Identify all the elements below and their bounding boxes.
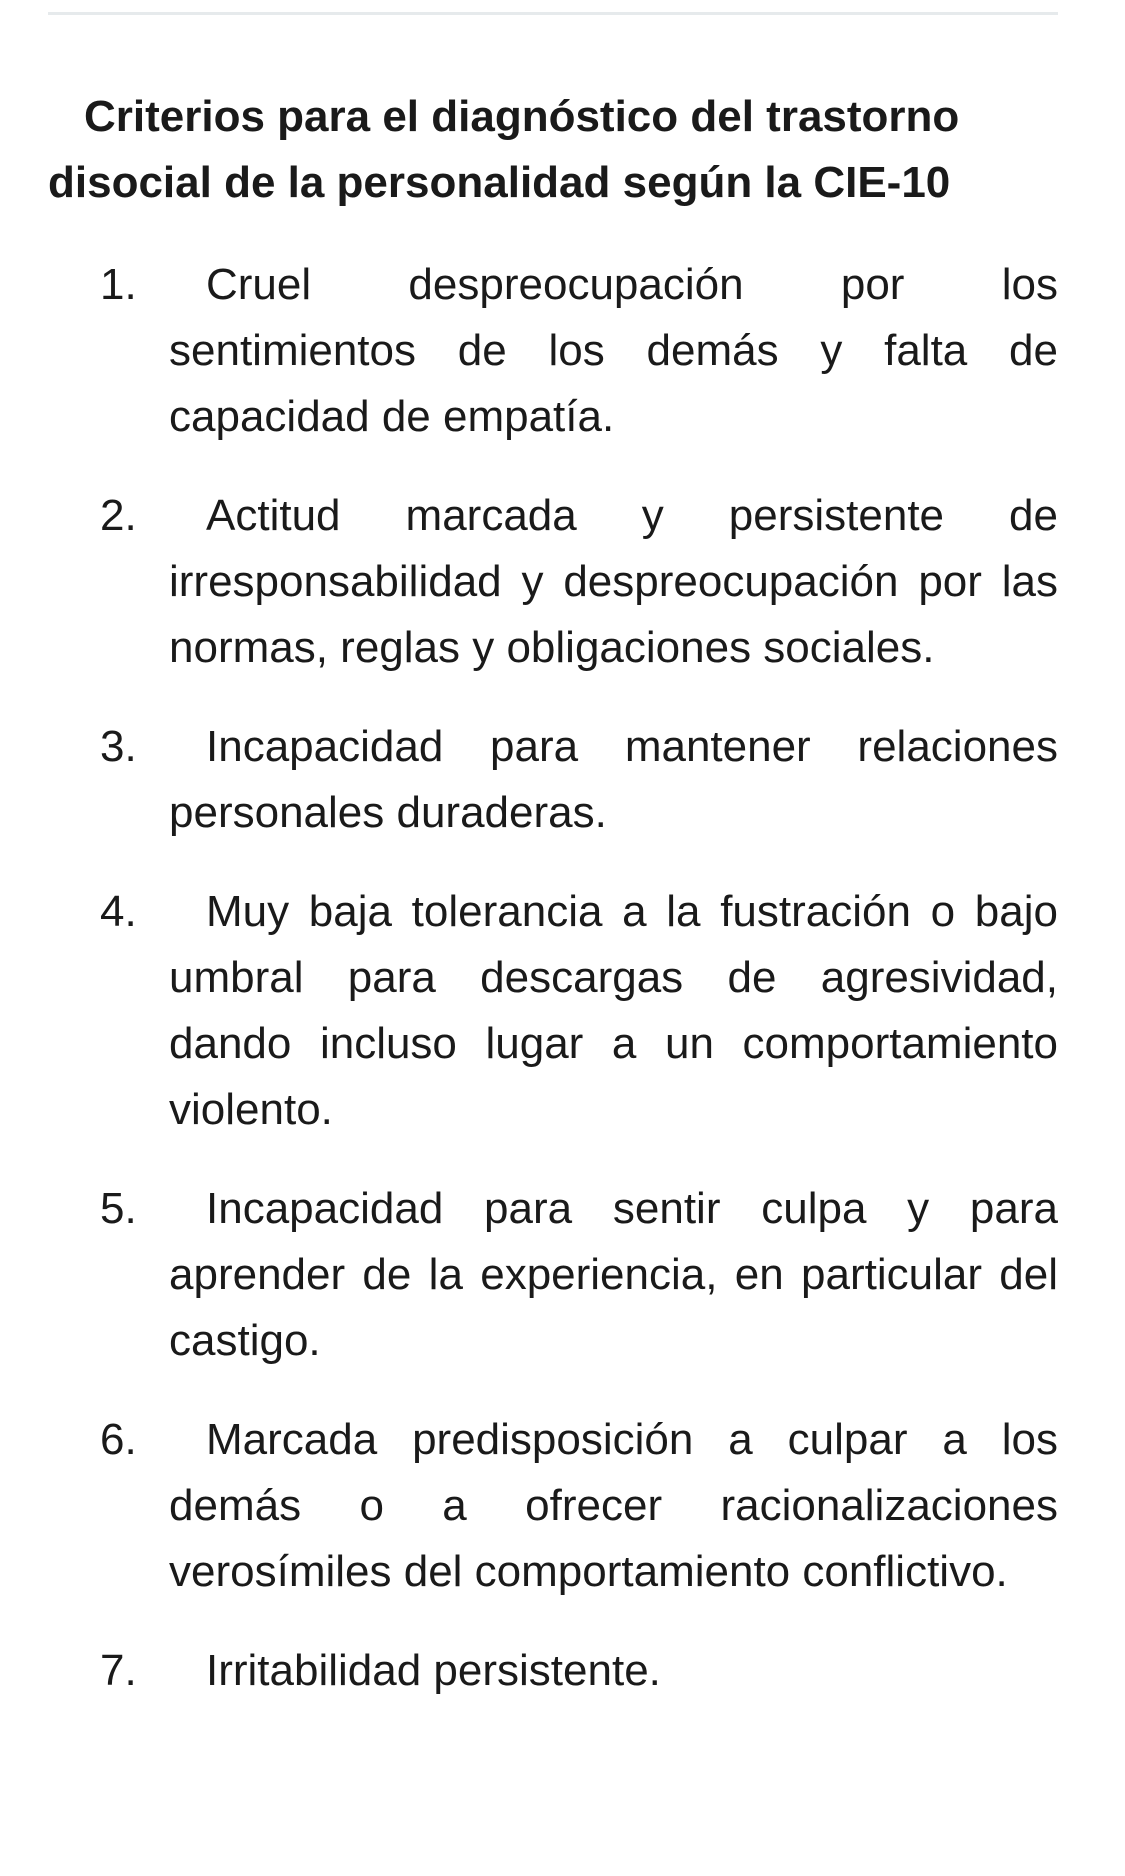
criterion-item-5 — [48, 1176, 1058, 1374]
document-body — [48, 84, 1058, 1737]
criterion-number: 2. — [100, 491, 137, 540]
criterion-item-6 — [48, 1407, 1058, 1605]
criterion-text: Actitud marcada y persistente de irresponsabilidad y despreocupación por las normas, reglas y obligaciones sociales. — [169, 491, 1058, 672]
criterion-text: Incapacidad para mantener relaciones personales duraderas. — [169, 722, 1058, 837]
criterion-item-3 — [48, 714, 1058, 846]
criterion-text: Incapacidad para sentir culpa y para aprender de la experiencia, en particular del castigo. — [169, 1184, 1058, 1365]
criteria-list — [48, 252, 1058, 1704]
criterion-number: 5. — [100, 1184, 137, 1233]
criterion-number: 4. — [100, 887, 137, 936]
criterion-number: 1. — [100, 260, 137, 309]
criterion-text: Marcada predisposición a culpar a los demás o a ofrecer racionalizaciones verosímiles del comportamiento conflictivo. — [169, 1415, 1058, 1596]
criterion-item-4 — [48, 879, 1058, 1143]
criterion-text: Irritabilidad persistente. — [206, 1646, 661, 1695]
criterion-item-7 — [48, 1638, 1058, 1704]
criterion-number: 7. — [100, 1646, 137, 1695]
criterion-number: 6. — [100, 1415, 137, 1464]
criterion-number: 3. — [100, 722, 137, 771]
criterion-text: Muy baja tolerancia a la fustración o bajo umbral para descargas de agresividad, dando incluso lugar a un comportamiento violento. — [169, 887, 1058, 1134]
criterion-item-1 — [48, 252, 1058, 450]
criterion-text: Cruel despreocupación por los sentimientos de los demás y falta de capacidad de empatía. — [169, 260, 1058, 441]
criterion-item-2 — [48, 483, 1058, 681]
document-title: Criterios para el diagnóstico del trastorno disocial de la personalidad según la CIE-10 — [48, 92, 960, 207]
top-divider — [48, 12, 1058, 15]
